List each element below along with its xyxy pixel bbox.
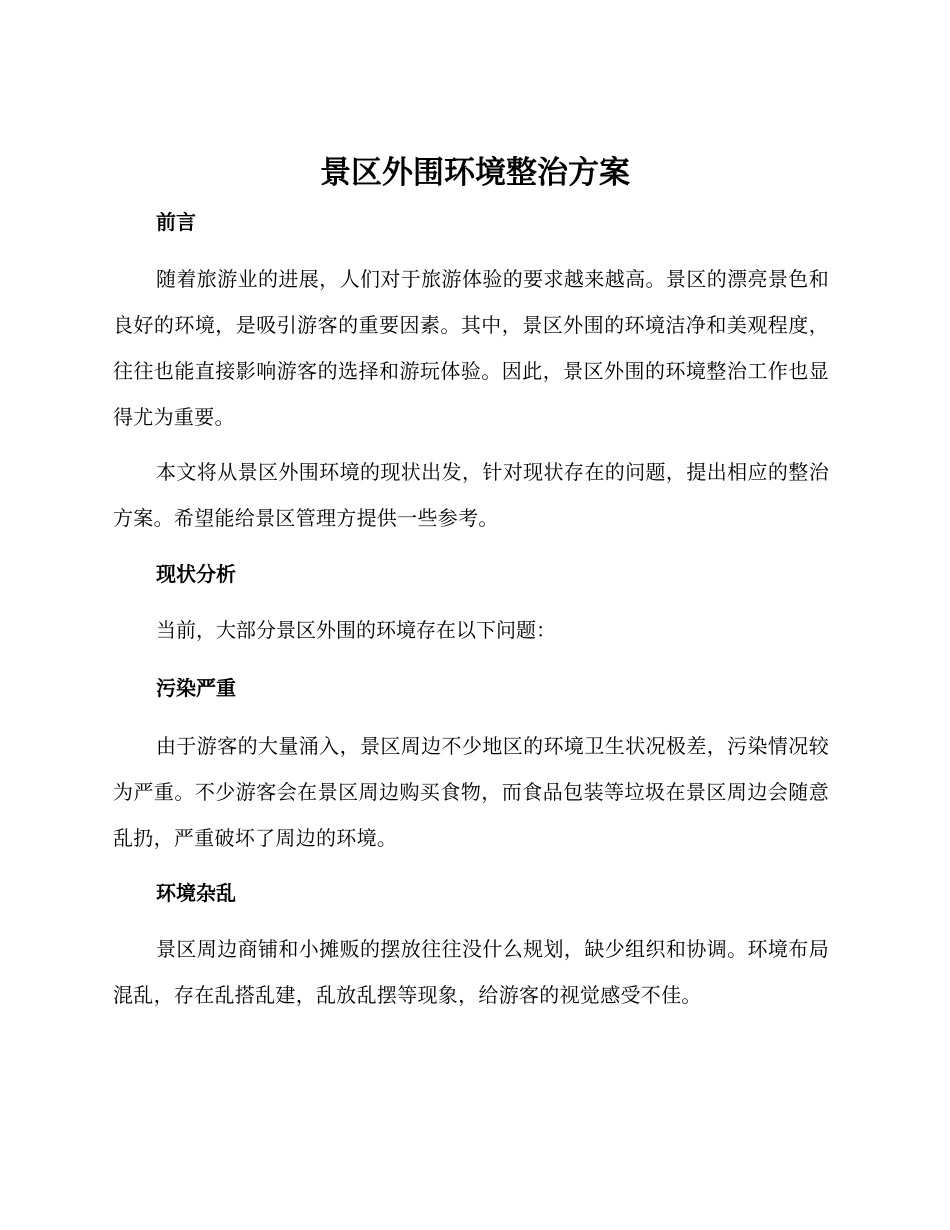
preface-paragraph-2: 本文将从景区外围环境的现状出发，针对现状存在的问题，提出相应的整治方案。希望能给景区管理方提供一些参考。 — [113, 460, 829, 530]
section-heading-messy-environment: 环境杂乱 — [156, 881, 236, 905]
messy-environment-paragraph: 景区周边商铺和小摊贩的摆放往往没什么规划，缺少组织和协调。环境布局混乱，存在乱搭乱建，乱放乱摆等现象，给游客的视觉感受不佳。 — [113, 937, 829, 1007]
section-heading-preface: 前言 — [156, 210, 196, 234]
preface-paragraph-1: 随着旅游业的进展，人们对于旅游体验的要求越来越高。景区的漂亮景色和良好的环境，是吸引游客的重要因素。其中，景区外围的环境洁净和美观程度，往往也能直接影响游客的选择和游玩体验。因此，景区外围的环境整治工作也显得尤为重要。 — [113, 267, 829, 429]
document-title: 景区外围环境整治方案 — [320, 155, 630, 191]
serious-pollution-paragraph: 由于游客的大量涌入，景区周边不少地区的环境卫生状况极差，污染情况较为严重。不少游客会在景区周边购买食物，而食品包装等垃圾在景区周边会随意乱扔，严重破坏了周边的环境。 — [113, 734, 829, 850]
status-analysis-paragraph: 当前，大部分景区外围的环境存在以下问题： — [156, 618, 556, 642]
section-heading-serious-pollution: 污染严重 — [156, 676, 236, 700]
section-heading-status-analysis: 现状分析 — [156, 562, 236, 586]
